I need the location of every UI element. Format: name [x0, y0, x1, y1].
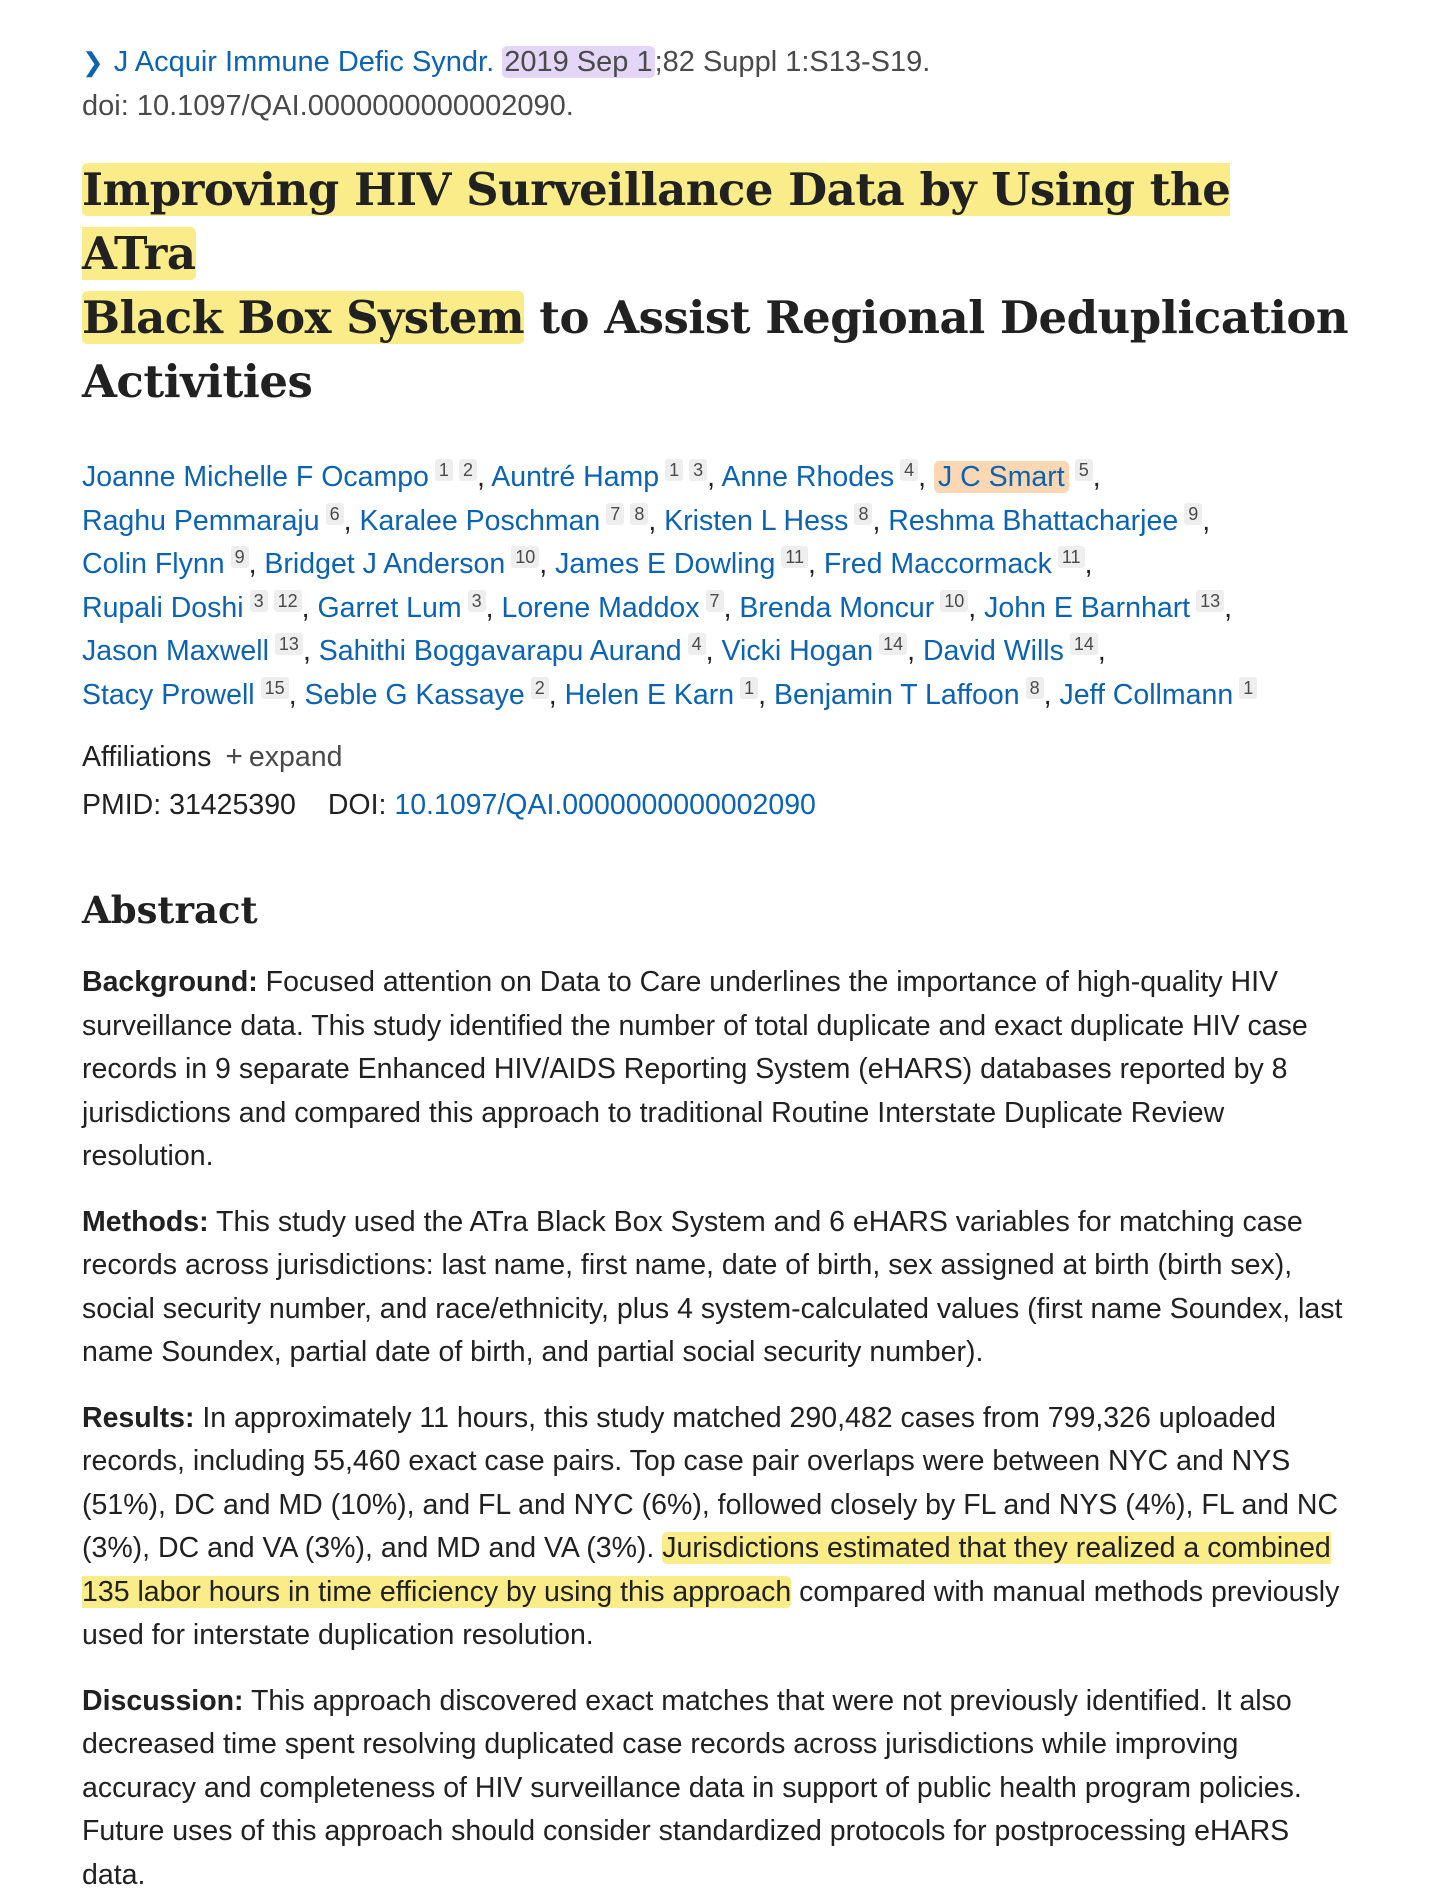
- affiliation-number[interactable]: 3: [689, 459, 707, 481]
- author-entry: [82, 635, 319, 667]
- author-separator: ,: [1085, 548, 1093, 580]
- affiliation-number[interactable]: 2: [459, 459, 477, 481]
- affiliation-number[interactable]: 9: [231, 546, 249, 568]
- author-link[interactable]: Jason Maxwell: [82, 635, 269, 667]
- author-separator: ,: [1093, 461, 1101, 493]
- author-entry: [264, 548, 555, 580]
- author-separator: ,: [303, 635, 319, 667]
- affiliation-number[interactable]: 13: [1196, 590, 1224, 612]
- author-link[interactable]: Joanne Michelle F Ocampo: [82, 461, 429, 493]
- expand-label: expand: [249, 741, 343, 773]
- affiliation-number[interactable]: 8: [854, 503, 872, 525]
- pmid-label: PMID:: [82, 789, 161, 821]
- affiliation-number[interactable]: 13: [275, 633, 303, 655]
- affiliations-row: [82, 737, 1352, 777]
- author-separator: ,: [706, 635, 722, 667]
- author-entry: [739, 592, 984, 624]
- author-link[interactable]: Anne Rhodes: [721, 461, 894, 493]
- affiliation-number[interactable]: 14: [879, 633, 907, 655]
- author-entry: [824, 548, 1093, 580]
- author-link[interactable]: Jeff Collmann: [1059, 679, 1233, 711]
- citation-date: 2019 Sep 1: [502, 46, 654, 78]
- title-rest: to Assist Regional Deduplication Activities: [82, 291, 1348, 408]
- author-entry: [984, 592, 1232, 624]
- pmid-value: 31425390: [169, 789, 296, 821]
- citation-doi: doi: 10.1097/QAI.0000000000002090.: [82, 84, 1352, 128]
- author-link[interactable]: Brenda Moncur: [739, 592, 934, 624]
- author-entry: [722, 635, 923, 667]
- author-link[interactable]: Vicki Hogan: [722, 635, 874, 667]
- author-separator: ,: [1224, 592, 1232, 624]
- author-separator: ,: [872, 505, 888, 537]
- author-entry: [1059, 679, 1257, 711]
- affiliation-number[interactable]: 4: [688, 633, 706, 655]
- title-highlight-1: Improving HIV Surveillance Data by Using the ATra: [82, 163, 1230, 280]
- chevron-right-icon[interactable]: ❯: [82, 40, 104, 84]
- affiliation-number[interactable]: 11: [781, 546, 808, 568]
- author-link[interactable]: Seble G Kassaye: [305, 679, 525, 711]
- author-link[interactable]: Rupali Doshi: [82, 592, 244, 624]
- journal-link[interactable]: J Acquir Immune Defic Syndr.: [114, 46, 494, 78]
- author-separator: ,: [648, 505, 664, 537]
- author-link[interactable]: John E Barnhart: [984, 592, 1190, 624]
- author-link[interactable]: Fred Maccormack: [824, 548, 1052, 580]
- author-entry: [934, 461, 1101, 493]
- author-entry: [501, 592, 739, 624]
- author-entry: [923, 635, 1106, 667]
- affiliation-number[interactable]: 8: [630, 503, 648, 525]
- affiliation-number[interactable]: 7: [706, 590, 724, 612]
- affiliation-number[interactable]: 1: [435, 459, 453, 481]
- author-link[interactable]: Stacy Prowell: [82, 679, 255, 711]
- abstract-heading: Abstract: [82, 885, 1352, 935]
- author-separator: ,: [1044, 679, 1060, 711]
- author-separator: ,: [808, 548, 824, 580]
- affiliation-number[interactable]: 10: [511, 546, 539, 568]
- author-link[interactable]: James E Dowling: [555, 548, 775, 580]
- affiliation-number[interactable]: 15: [261, 677, 289, 699]
- citation-block: [82, 40, 1352, 128]
- author-separator: ,: [539, 548, 555, 580]
- author-link[interactable]: Lorene Maddox: [501, 592, 699, 624]
- author-entry: [774, 679, 1059, 711]
- author-link[interactable]: Helen E Karn: [565, 679, 735, 711]
- methods-label: Methods:: [82, 1206, 209, 1238]
- author-entry: [555, 548, 824, 580]
- author-entry: [721, 461, 934, 493]
- author-link[interactable]: Bridget J Anderson: [264, 548, 505, 580]
- author-separator: ,: [707, 461, 721, 493]
- author-link[interactable]: Auntré Hamp: [491, 461, 659, 493]
- affiliations-expand-button[interactable]: [225, 741, 342, 773]
- background-text: Focused attention on Data to Care underlines the importance of high-quality HIV surveillance data. This study identified the number of total duplicate and exact duplicate HIV case records in 9 separate Enhanced HIV/AIDS Reporting System (eHARS) databases reported by 8 jurisdictions and compared this approach to traditional Routine Interstate Duplicate Review resolution.: [82, 966, 1308, 1172]
- affiliation-number[interactable]: 8: [1026, 677, 1044, 699]
- affiliations-label: Affiliations: [82, 741, 211, 773]
- author-entry: [491, 461, 721, 493]
- abstract-methods: [82, 1201, 1352, 1375]
- author-entry: [82, 505, 359, 537]
- author-separator: ,: [1202, 505, 1210, 537]
- author-separator: ,: [758, 679, 774, 711]
- citation-line: [82, 40, 1352, 84]
- author-list: [82, 456, 1352, 717]
- author-separator: ,: [302, 592, 318, 624]
- results-label: Results:: [82, 1402, 194, 1434]
- author-entry: [888, 505, 1210, 537]
- affiliation-number[interactable]: 9: [1184, 503, 1202, 525]
- author-link[interactable]: Kristen L Hess: [664, 505, 848, 537]
- abstract-discussion: [82, 1680, 1352, 1897]
- discussion-text: This approach discovered exact matches that were not previously identified. It also decreased time spent resolving duplicated case records across jurisdictions while improving accuracy and completeness of HIV surveillance data in support of public health program policies. Future uses of this approach should consider standardized protocols for postprocessing eHARS data.: [82, 1685, 1302, 1891]
- author-link[interactable]: J C Smart: [934, 461, 1069, 493]
- author-link[interactable]: Garret Lum: [317, 592, 461, 624]
- title-highlight-2: Black Box System: [82, 291, 524, 344]
- results-text-b: compared with manual methods previously used for interstate duplication resolution.: [82, 1576, 1339, 1652]
- methods-text: This study used the ATra Black Box System and 6 eHARS variables for matching case records across jurisdictions: last name, first name, date of birth, sex assigned at birth (birth sex), social security number, and race/ethnicity, plus 4 system-calculated values (first name Soundex, last name Soundex, partial date of birth, and partial social security number).: [82, 1206, 1342, 1369]
- author-link[interactable]: David Wills: [923, 635, 1064, 667]
- author-entry: [317, 592, 501, 624]
- author-separator: ,: [289, 679, 305, 711]
- author-separator: ,: [549, 679, 565, 711]
- author-link[interactable]: Raghu Pemmaraju: [82, 505, 320, 537]
- results-highlight: Jurisdictions estimated that they realized a combined 135 labor hours in time efficiency by using this approach: [82, 1532, 1331, 1608]
- affiliation-number[interactable]: 14: [1070, 633, 1098, 655]
- affiliation-number[interactable]: 3: [468, 590, 486, 612]
- affiliation-number[interactable]: 1: [665, 459, 683, 481]
- author-separator: ,: [918, 461, 934, 493]
- author-entry: [305, 679, 565, 711]
- abstract-body: [82, 961, 1352, 1897]
- author-separator: ,: [907, 635, 923, 667]
- background-label: Background:: [82, 966, 258, 998]
- author-entry: [319, 635, 722, 667]
- author-link[interactable]: Sahithi Boggavarapu Aurand: [319, 635, 682, 667]
- abstract-results: [82, 1397, 1352, 1658]
- author-entry: [82, 461, 491, 493]
- author-entry: [82, 548, 264, 580]
- affiliation-number[interactable]: 2: [531, 677, 549, 699]
- doi-link[interactable]: 10.1097/QAI.0000000000002090: [394, 789, 816, 821]
- affiliation-number[interactable]: 3: [250, 590, 268, 612]
- identifiers-row: [82, 785, 1352, 825]
- author-entry: [565, 679, 774, 711]
- author-entry: [82, 679, 305, 711]
- author-separator: ,: [724, 592, 740, 624]
- affiliation-number[interactable]: 7: [606, 503, 624, 525]
- author-separator: ,: [344, 505, 360, 537]
- doi-label: DOI:: [328, 789, 387, 821]
- author-link[interactable]: Reshma Bhattacharjee: [888, 505, 1178, 537]
- citation-volume: ;82 Suppl 1:S13-S19.: [655, 46, 931, 78]
- affiliation-number[interactable]: 12: [274, 590, 302, 612]
- discussion-label: Discussion:: [82, 1685, 244, 1717]
- author-link[interactable]: Karalee Poschman: [359, 505, 600, 537]
- author-entry: [664, 505, 888, 537]
- author-link[interactable]: Colin Flynn: [82, 548, 225, 580]
- author-separator: ,: [486, 592, 502, 624]
- author-entry: [82, 592, 317, 624]
- affiliation-number[interactable]: 11: [1058, 546, 1085, 568]
- affiliation-number[interactable]: 6: [326, 503, 344, 525]
- affiliation-number[interactable]: 1: [740, 677, 758, 699]
- author-separator: ,: [1098, 635, 1106, 667]
- results-text-a: In approximately 11 hours, this study matched 290,482 cases from 799,326 uploaded records, including 55,460 exact case pairs. Top case pair overlaps were between NYC and NYS (51%), DC and MD (10%), and FL and NYC (6%), followed closely by FL and NYS (4%), FL and NC (3%), DC and VA (3%), and MD and VA (3%).: [82, 1402, 1338, 1565]
- affiliation-number[interactable]: 1: [1239, 677, 1257, 699]
- affiliation-number[interactable]: 10: [940, 590, 968, 612]
- author-separator: ,: [968, 592, 984, 624]
- abstract-background: [82, 961, 1352, 1179]
- author-separator: ,: [249, 548, 265, 580]
- plus-icon: +: [225, 740, 243, 773]
- author-separator: ,: [477, 461, 491, 493]
- affiliation-number[interactable]: 4: [900, 459, 918, 481]
- affiliation-number[interactable]: 5: [1075, 459, 1093, 481]
- author-link[interactable]: Benjamin T Laffoon: [774, 679, 1020, 711]
- author-entry: [359, 505, 664, 537]
- article-title: [82, 158, 1352, 414]
